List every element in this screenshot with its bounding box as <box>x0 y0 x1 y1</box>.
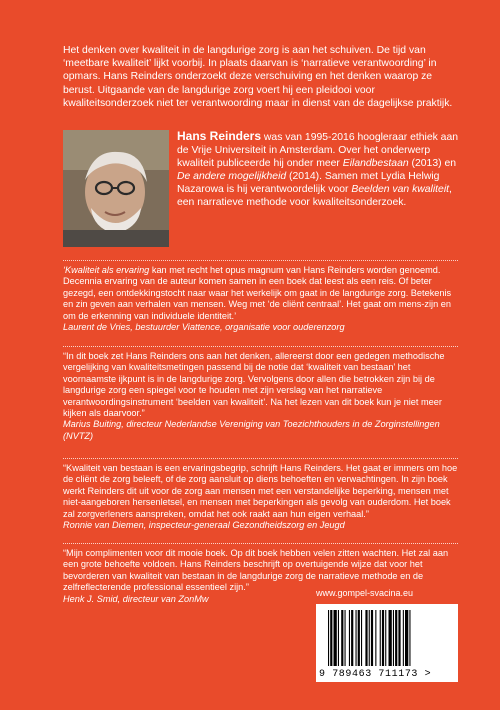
quote-block <box>63 463 461 531</box>
quote-attribution: Henk J. Smid, directeur van ZonMw <box>63 593 209 604</box>
quote-attribution: Laurent de Vries, bestuurder Viattence, organisatie voor ouderenzorg <box>63 322 345 333</box>
intro-paragraph: Het denken over kwaliteit in de langdurige zorg is aan het schuiven. De tijd van ‘meetbare kwaliteit’ lijkt voorbij. In plaats daarvan is ‘narratieve verantwoording’ in opmars. Hans Reinders onderzoekt deze verschuiving en het denken waarop ze berust. Uitgaande van de langdurige zorg voert hij een pleidooi voor kwaliteitsonderzoek niet ter verantwoording maar in dienst van de dagelijkse praktijk. <box>63 45 453 109</box>
isbn-barcode <box>316 604 458 682</box>
isbn-digits: 9 789463 711173 > <box>319 669 432 680</box>
author-bio-text: (2014). Samen met Lydia Helwig Nazarowa is hij verantwoordelijk voor <box>177 171 440 196</box>
quote-block <box>63 265 461 333</box>
divider <box>63 346 458 347</box>
quote-text: kan met recht het opus magnum van Hans Reinders worden genoemd. Decennia ervaring van de auteur komen samen in een boek dat leest als een reis. Of beter gezegd, een ontdekkingstocht naar waar het werkelijk om gaat in de langdurige zorg. Betekenis en zin geven aan verhalen van mensen. Weg met ‘de cliënt centraal’. Het gaat om mens-zijn en om de erkenning van individuele identiteit.’ <box>63 265 452 321</box>
divider <box>63 458 458 459</box>
barcode-bars <box>328 610 446 666</box>
book-title: De andere mogelijkheid <box>177 171 287 183</box>
author-name: Hans Reinders <box>177 129 262 143</box>
quote-text: “In dit boek zet Hans Reinders ons aan het denken, allereerst door een gedegen methodische vergelijking van kwaliteitsmetingen passend bij de notie dat ‘kwaliteit van bestaan’ het voornaamste ijkpunt is in de langdurige zorg. Vervolgens door allen die betrokken zijn bij de langdurige zorg een spiegel voor te houden met zijn verslag van het narratieve verantwoordingsinstrument ‘beelden van kwaliteit’. Na het lezen van dit boek kun je niet meer kijken als daarvoor.” <box>63 351 445 419</box>
author-photo <box>63 130 169 247</box>
book-title: Beelden van kwaliteit <box>351 184 450 196</box>
quote-attribution: Ronnie van Diemen, inspecteur-generaal Gezondheidszorg en Jeugd <box>63 520 345 531</box>
quote-text: “Mijn complimenten voor dit mooie boek. Op dit boek hebben velen zitten wachten. Het zal aan een grote behoefte voldoen. Hans Reinders beschrijft op overtuigende wijze dat voor het bevorderen van kwaliteit van bestaan in de langdurige zorg de narratieve methode en de zelfreflecterende professional essentieel zijn.” <box>63 548 449 593</box>
author-bio-text: (2013) en <box>408 158 457 170</box>
quote-lead: ‘Kwaliteit als ervaring <box>63 265 150 275</box>
divider <box>63 543 458 544</box>
author-bio-text: was van 1995-2016 hoogleraar ethiek aan de Vrije Universiteit in Amsterdam. Over het onderwerp kwaliteit publiceerde hij onder meer <box>177 132 459 170</box>
divider <box>63 260 458 261</box>
author-bio-text: , een narratieve methode voor kwaliteitsonderzoek. <box>177 184 452 209</box>
quote-text: “Kwaliteit van bestaan is een ervaringsbegrip, schrijft Hans Reinders. Het gaat er immers om hoe de cliënt de zorg beleeft, of de zorg aansluit op diens behoeften en verwachtingen. In zijn boek werkt Reinders dit uit voor de zorg aan mensen met een verstandelijke beperking, mensen met niet-aangeboren hersenletsel, en mensen met beperkingen als gevolg van ouderdom. Het boek zal zorgverleners aanspreken, omdat het ook raakt aan hun eigen verhaal.” <box>63 463 458 519</box>
book-title: Eilandbestaan <box>342 158 409 170</box>
quote-attribution: Marius Buiting, directeur Nederlandse Vereniging van Toezichthouders in de Zorginstellingen (NVTZ) <box>63 419 440 441</box>
author-bio <box>177 130 462 210</box>
author-portrait-image <box>63 130 169 247</box>
publisher-website[interactable]: www.gompel-svacina.eu <box>316 588 414 598</box>
quote-block <box>63 351 461 442</box>
